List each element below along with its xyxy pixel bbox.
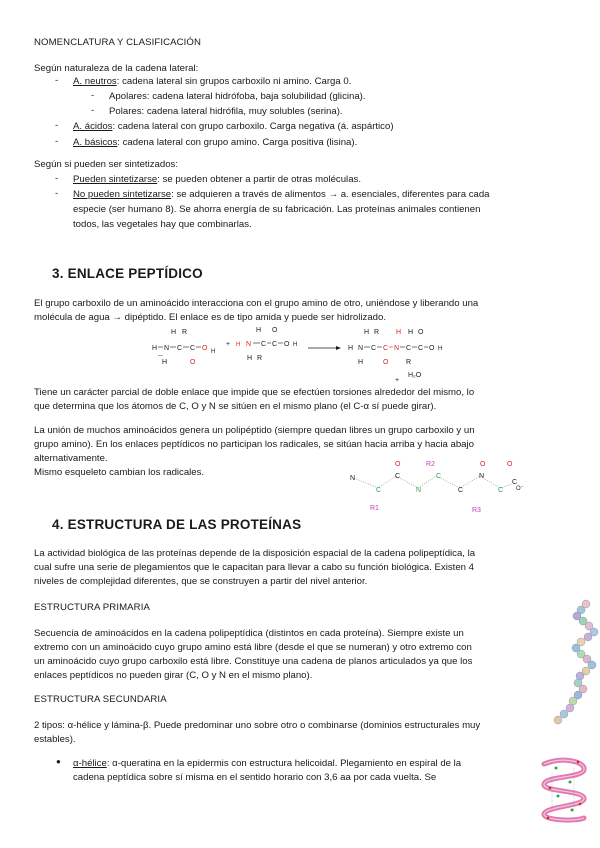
list-dash: -: [55, 120, 59, 131]
svg-text:H: H: [396, 329, 402, 336]
list-item-apolares: Apolares: cadena lateral hidrófoba, baja solubilidad (glicina).: [109, 91, 366, 102]
chain-carbon: C: [395, 473, 401, 480]
list-item-basicos: [73, 136, 357, 149]
enlace-p3-line1: La unión de muchos aminoácidos genera un polipéptido (siempre quedan libres un grupo carboxilo y un: [34, 425, 475, 436]
svg-text:H: H: [152, 345, 158, 352]
heading-enlace-peptidico: 3. ENLACE PEPTÍDICO: [52, 266, 203, 281]
list-dash: -: [55, 136, 59, 147]
svg-text:R: R: [257, 355, 263, 362]
water-molecule: H₂O: [408, 372, 422, 379]
enlace-p1-line2: molécula de agua → dipéptido. El enlace es de tipo amida y puede ser hidrolizado.: [34, 312, 386, 323]
primaria-line2: extremo con un aminoácido cuyo grupo amino está libre (desde el que se numeran) y otro extremo con: [34, 642, 472, 653]
nopueden-label: No pueden sintetizarse: [73, 189, 172, 200]
svg-text:R: R: [182, 329, 188, 336]
svg-text:H: H: [364, 329, 370, 336]
basicos-text: : cadena lateral con grupo amino. Carga positiva (lisina).: [117, 137, 358, 148]
chain-o-minus: O⁻: [516, 486, 524, 492]
nopueden-text: : se adquieren a través de alimentos → a. esenciales, diferentes para cada: [171, 189, 490, 200]
estructura-p1-line1: La actividad biológica de las proteínas depende de la disposición espacial de la cadena polipeptídica, la: [34, 548, 476, 559]
svg-text:N: N: [358, 345, 364, 352]
list-item-neutros: [73, 75, 351, 88]
svg-text:C: C: [371, 345, 377, 352]
enlace-p1-line1: El grupo carboxilo de un aminoácido interacciona con el grupo amino de otro, uniéndose y liberando una: [34, 298, 479, 309]
svg-text:O: O: [383, 359, 389, 366]
svg-text:C: C: [418, 345, 424, 352]
chain-carbon: C: [458, 487, 464, 494]
chain-r2: R2: [426, 461, 435, 468]
list-dash: -: [91, 105, 95, 116]
chain-n-terminus: N: [350, 475, 356, 482]
svg-text:H: H: [293, 342, 298, 348]
enlace-p2-line2: que determina que los átomos de C, O y N se sitúen en el mismo plano (el C-α sí puede girar).: [34, 401, 437, 412]
svg-text:N: N: [246, 341, 252, 348]
svg-text:H: H: [211, 349, 216, 355]
svg-text:—: —: [158, 353, 163, 359]
enlace-p3-line2: grupo amino). En los enlaces peptídicos no participan los radicales, se sitúan hacia arriba y hacia abajo: [34, 439, 474, 450]
svg-text:C: C: [190, 345, 196, 352]
svg-text:O: O: [190, 359, 196, 366]
chain-nitrogen: N: [416, 487, 422, 494]
secundaria-line2: estables).: [34, 734, 76, 745]
estructura-p1-line2: cual sufre una serie de plegamientos que le capacitan para llevar a cabo su función biológica. Existen 4: [34, 562, 474, 573]
chain-r1: R1: [370, 505, 379, 512]
svg-text:C: C: [261, 341, 267, 348]
list-dash: -: [91, 90, 95, 101]
svg-text:C: C: [177, 345, 183, 352]
primaria-line4: enlaces peptídicos no pueden girar (C, O y N en el mismo plano).: [34, 670, 313, 681]
secundaria-line1: 2 tipos: α-hélice y lámina-β. Puede predominar uno sobre otro o combinarse (dominios estructurales muy: [34, 720, 481, 731]
naturaleza-intro: Según naturaleza de la cadena lateral:: [34, 63, 199, 74]
section-title-nomenclatura: NOMENCLATURA Y CLASIFICACIÓN: [34, 37, 201, 48]
svg-text:H: H: [348, 345, 354, 352]
helice-line2: cadena peptídica sobre sí misma en el sentido horario con 3,6 aa por cada vuelta. Se: [73, 772, 437, 783]
list-item-pueden: [73, 173, 361, 186]
chain-oxygen: O: [507, 461, 513, 468]
chain-calpha-2: C: [436, 473, 442, 480]
arrow-head-icon: [336, 346, 341, 350]
estructura-p1-line3: niveles de complejidad diferentes, que se construyen a partir del nivel anterior.: [34, 576, 368, 587]
primaria-line1: Secuencia de aminoácidos en la cadena polipeptídica (distintos en cada proteína). Siempre existe un: [34, 628, 464, 639]
secundaria-title: ESTRUCTURA SECUNDARIA: [34, 694, 167, 705]
svg-text:H: H: [247, 355, 253, 362]
neutros-text: : cadena lateral sin grupos carboxilo ni amino. Carga 0.: [116, 76, 352, 87]
chain-carbon: C: [512, 479, 518, 486]
chain-oxygen: O: [395, 461, 401, 468]
svg-text:H: H: [162, 359, 168, 366]
polypeptide-chain-diagram: [340, 456, 525, 516]
svg-text:H: H: [236, 342, 241, 348]
chain-nitrogen: N: [479, 473, 485, 480]
heading-estructura-proteinas: 4. ESTRUCTURA DE LAS PROTEÍNAS: [52, 517, 302, 532]
chain-calpha-3: C: [498, 487, 504, 494]
svg-text:N: N: [394, 345, 400, 352]
alpha-helix-image: [534, 752, 596, 828]
svg-text:O: O: [284, 341, 290, 348]
list-item-nopueden: [73, 188, 490, 201]
nopueden-line3: todos, las vegetales hay que combinarlas.: [73, 219, 252, 230]
list-dash: -: [55, 75, 59, 86]
svg-text:C: C: [383, 345, 389, 352]
helice-label: α-hélice: [73, 758, 107, 769]
reaction-plus: +: [226, 341, 231, 348]
nopueden-line2: especie (ser humano 8). Se ahorra energía de su fabricación. Las proteínas animales contienen: [73, 204, 481, 215]
svg-text:O: O: [272, 327, 278, 334]
svg-text:H: H: [438, 346, 443, 352]
neutros-label: A. neutros: [73, 76, 117, 87]
pueden-text: : se pueden obtener a partir de otras moléculas.: [157, 174, 361, 185]
water-plus: +: [395, 377, 400, 384]
amino-acid-1: [152, 329, 215, 366]
chain-oxygen: O: [480, 461, 486, 468]
primary-structure-bead-chain: [548, 596, 600, 730]
acidos-label: A. ácidos: [73, 121, 113, 132]
svg-text:H: H: [256, 327, 262, 334]
list-dash: -: [55, 188, 59, 199]
primaria-title: ESTRUCTURA PRIMARIA: [34, 602, 150, 613]
chain-calpha-1: C: [376, 487, 382, 494]
enlace-p2-line1: Tiene un carácter parcial de doble enlace que impide que se efectúen torsiones alrededor del mismo, lo: [34, 387, 475, 398]
helice-text: : α-queratina en la epidermis con estructura helicoidal. Plegamiento en espiral de la: [106, 758, 462, 769]
primaria-line3: un aminoácido cuyo grupo carboxilo está libre. Constituye una cadena de planos articulados ya que los: [34, 656, 473, 667]
acidos-text: : cadena lateral con grupo carboxilo. Carga negativa (á. aspártico): [112, 121, 394, 132]
svg-text:H: H: [171, 329, 177, 336]
svg-text:O: O: [202, 345, 208, 352]
dipeptide-reaction-diagram: [150, 324, 450, 386]
dipeptide-product: [348, 329, 442, 366]
enlace-p3-line4: Mismo esqueleto cambian los radicales.: [34, 467, 205, 478]
svg-text:H: H: [358, 359, 364, 366]
basicos-label: A. básicos: [73, 137, 118, 148]
chain-r3: R3: [472, 507, 481, 514]
svg-text:C: C: [272, 341, 278, 348]
bullet-icon: ●: [56, 757, 61, 766]
list-item-helice: [73, 757, 461, 770]
svg-text:O: O: [429, 345, 435, 352]
sintesis-intro: Según si pueden ser sintetizados:: [34, 159, 178, 170]
svg-text:R: R: [406, 359, 412, 366]
enlace-p3-line3: alternativamente.: [34, 453, 108, 464]
list-dash: -: [55, 173, 59, 184]
pueden-label: Pueden sintetizarse: [73, 174, 158, 185]
amino-acid-2: [236, 327, 297, 362]
svg-text:H: H: [408, 329, 414, 336]
list-item-polares: Polares: cadena lateral hidrófila, muy solubles (serina).: [109, 106, 343, 117]
list-item-acidos: [73, 120, 394, 133]
svg-text:O: O: [418, 329, 424, 336]
svg-text:R: R: [374, 329, 380, 336]
svg-text:C: C: [406, 345, 412, 352]
svg-text:N: N: [164, 345, 170, 352]
